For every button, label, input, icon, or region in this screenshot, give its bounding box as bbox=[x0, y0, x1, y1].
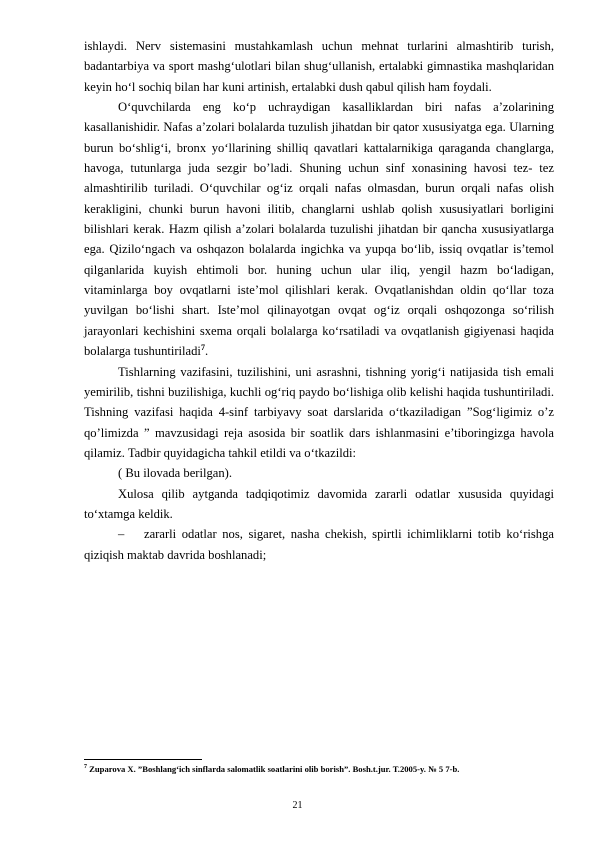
paragraph-2 bbox=[84, 97, 554, 361]
body-text bbox=[84, 36, 554, 565]
paragraph-3: Tishlarning vazifasini, tuzilishini, uni asrashni, tishning yorig‘i natijasida tish emali yemirilib, tishni buzilishiga, kuchli og‘riq paydo bo‘lishiga olib kelishi haqida tushuntiriladi. Tishning vazifasi haqida 4-sinf tarbiyavy soat darslarida o‘tkaziladigan ”Sog‘ligimiz o’z qo’limizda ” mavzusidagi reja asosida bir soatlik dars ishlanmasini e’tiboringizga havola qilamiz. Tadbir quyidagicha tahkil etildi va o‘tkazildi: bbox=[84, 364, 554, 460]
footnote-reference[interactable]: 7 bbox=[200, 342, 205, 352]
bullet-item bbox=[84, 524, 554, 565]
paragraph-2-text: O‘quvchilarda eng ko‘p uchraydigan kasalliklardan biri nafas a’zolarining kasallanishidir. Nafas a’zolari bolalarda tuzulish jihatdan bir qator xususiyatga ega. Ularning burun bo‘shlig‘i, bronx yo‘llarining shilliq qavatlari kattalarnikiga qaraganda changlarga, havoga, tutunlarga juda sezgir bo’ladi. Shuning uchun sinf xonasining havosi tez- tez almashtirilib turiladi. O‘quvchilar og‘iz orqali nafas olmasdan, burun orqali nafas olish kerakligini, chunki burun havoni ilitib, changlarni ushlab qolish xususiyatlari borligini bilishlari kerak. Hazm qilish a’zolari bolalarda tuzulishi jihatdan bir qancha xususiyatlarga ega. Qizilo‘ngach va oshqazon bolalarda ingichka va yupqa bo‘lib, issiq ovqatlar is’temol qilganlarida kuyish ehtimoli bor. huning uchun ular iliq, yengil hazm bo‘ladigan, vitaminlarga boy ovqatlarni iste’mol qilishlari kerak. Ovqatlanishdan oldin qo‘llar toza yuvilgan bo‘lishi shart. Iste’mol qilinayotgan ovqat og‘iz orqali oshqozonga so‘rilish jarayonlari kechishini sxema orqali bolalarga ko‘rsatiladi va ovqatlanish gigiyenasi haqida bolalarga tushuntiriladi bbox=[84, 100, 554, 359]
footnote-number: 7 bbox=[84, 764, 87, 771]
paragraph-1: ishlaydi. Nerv sistemasini mustahkamlash uchun mehnat turlarini almashtirib turish, badantarbiya va sport mashg‘ulotlari bilan shug‘ullanish, ertalabki gimnastika mashqlaridan keyin ho‘l sochiq bilan har kuni artinish, ertalabki dush qabul qilish ham foydali. bbox=[84, 39, 554, 94]
bullet-dash: – bbox=[118, 527, 125, 542]
page-number: 21 bbox=[292, 800, 303, 811]
footnote bbox=[84, 763, 554, 775]
paragraph-5: Xulosa qilib aytganda tadqiqotimiz davomida zararli odatlar xususida quyidagi to‘xtamga keldik. bbox=[84, 486, 554, 521]
paragraph-2-end: . bbox=[204, 344, 209, 359]
bullet-item-text: zararli odatlar nos, sigaret, nasha chekish, spirtli ichimliklarni totib ko‘rishga qiziqish maktab davrida boshlanadi; bbox=[84, 527, 554, 562]
footnote-text: Zuparova X. ”Boshlang‘ich sinflarda salomatlik soatlarini olib borish”. Bosh.t.jur. T.2005-y. № 5 7-b. bbox=[87, 764, 460, 774]
footnote-separator bbox=[84, 759, 202, 760]
paragraph-4: ( Bu ilovada berilgan). bbox=[118, 466, 233, 481]
